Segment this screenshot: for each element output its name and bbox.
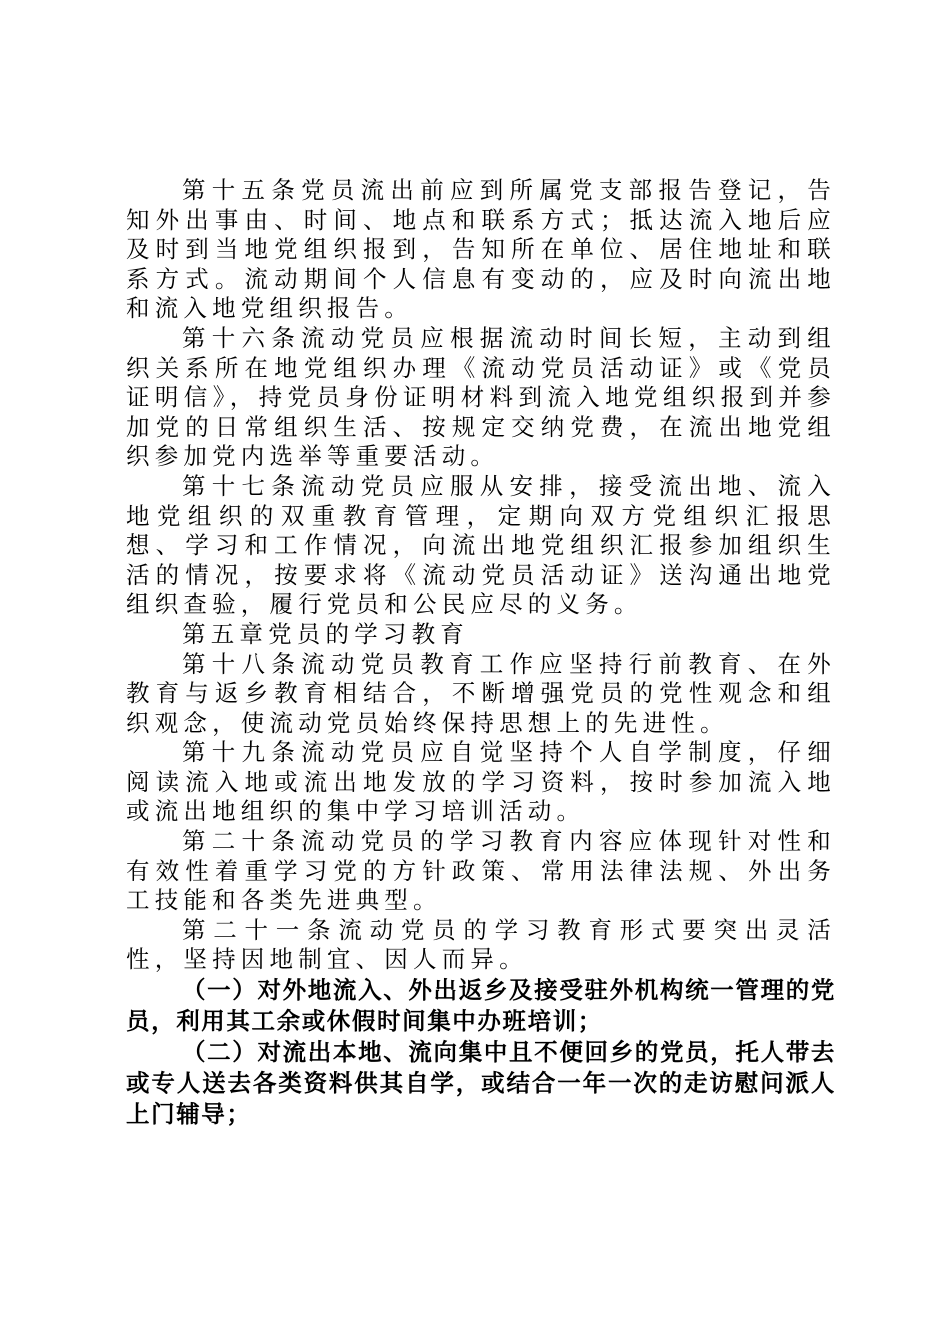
- item-1-paragraph: （一）对外地流入、外出返乡及接受驻外机构统一管理的党员，利用其工余或休假时间集中办班培训；: [126, 976, 836, 1036]
- article-16-paragraph: 第十六条流动党员应根据流动时间长短，主动到组织关系所在地党组织办理《流动党员活动证》或《党员证明信》，持党员身份证明材料到流入地党组织报到并参加党的日常组织生活、按规定交纳党费，在流出地党组织参加党内选举等重要活动。: [126, 323, 836, 471]
- article-17-paragraph: 第十七条流动党员应服从安排，接受流出地、流入地党组织的双重教育管理，定期向双方党组织汇报思想、学习和工作情况，向流出地党组织汇报参加组织生活的情况，按要求将《流动党员活动证》送沟通出地党组织查验，履行党员和公民应尽的义务。: [126, 471, 836, 619]
- document-page: [126, 176, 836, 1130]
- article-19-paragraph: 第十九条流动党员应自觉坚持个人自学制度，仔细阅读流入地或流出地发放的学习资料，按时参加流入地或流出地组织的集中学习培训活动。: [126, 738, 836, 826]
- item-2-paragraph: （二）对流出本地、流向集中且不便回乡的党员，托人带去或专人送去各类资料供其自学，或结合一年一次的走访慰问派人上门辅导；: [126, 1038, 836, 1129]
- chapter-5-heading: 第五章党员的学习教育: [182, 619, 469, 648]
- article-18-paragraph: 第十八条流动党员教育工作应坚持行前教育、在外教育与返乡教育相结合，不断增强党员的党性观念和组织观念，使流动党员始终保持思想上的先进性。: [126, 649, 836, 737]
- article-20-paragraph: 第二十条流动党员的学习教育内容应体现针对性和有效性着重学习党的方针政策、常用法律法规、外出务工技能和各类先进典型。: [126, 827, 836, 915]
- article-21-paragraph: 第二十一条流动党员的学习教育形式要突出灵活性，坚持因地制宜、因人而异。: [126, 915, 836, 974]
- article-15-paragraph: 第十五条党员流出前应到所属党支部报告登记，告知外出事由、时间、地点和联系方式；抵达流入地后应及时到当地党组织报到，告知所在单位、居住地址和联系方式。流动期间个人信息有变动的，应及时向流出地和流入地党组织报告。: [126, 176, 836, 323]
